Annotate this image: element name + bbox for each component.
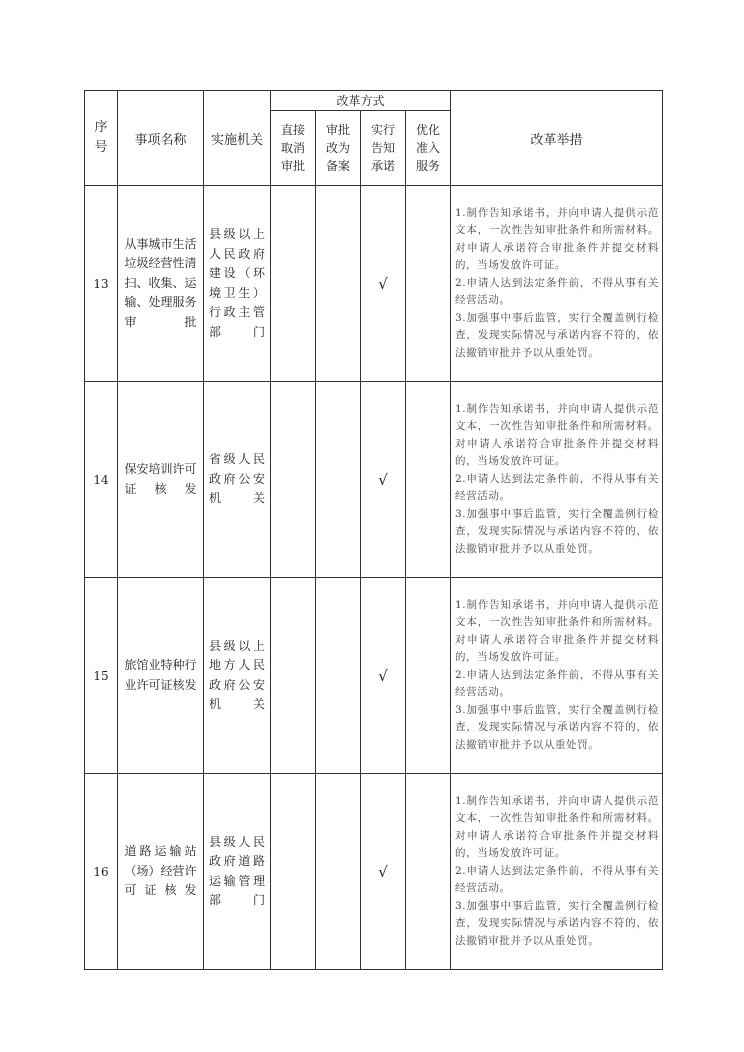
row-number: 16 (85, 774, 118, 970)
row-number: 15 (85, 578, 118, 774)
table-row (85, 186, 663, 382)
reform-table (84, 90, 663, 970)
item-name-text: 从事城市生活垃圾经营性清扫、收集、运输、处理服务审批 (124, 236, 197, 329)
header-no (85, 91, 118, 186)
mark-promise: √ (361, 578, 406, 774)
measure-3: 3.加强事中事后监管，实行全覆盖例行检查，发现实际情况与承诺内容不符的，依法撤销审批并予以从重处罚。 (455, 899, 660, 947)
measure-2: 2.申请人达到法定条件前，不得从事有关经营活动。 (455, 276, 660, 307)
measure-3: 3.加强事中事后监管，实行全覆盖例行检查，发现实际情况与承诺内容不符的，依法撤销审批并予以从重处罚。 (455, 311, 660, 359)
item-measures (451, 382, 663, 578)
header-name: 事项名称 (118, 91, 204, 186)
measure-1: 1.制作告知承诺书，并向申请人提供示范文本，一次性告知审批条件和所需材料。对申请人承诺符合审批条件并提交材料的，当场发放许可证。 (455, 206, 660, 272)
measure-1: 1.制作告知承诺书，并向申请人提供示范文本，一次性告知审批条件和所需材料。对申请人承诺符合审批条件并提交材料的，当场发放许可证。 (455, 598, 660, 664)
mark-record (316, 186, 361, 382)
mark-record (316, 578, 361, 774)
item-agency-text: 县级以上地方人民政府公安机关 (209, 638, 265, 711)
header-agency: 实施机关 (204, 91, 271, 186)
table-row (85, 578, 663, 774)
item-measures (451, 578, 663, 774)
table-row (85, 774, 663, 970)
item-agency-text: 县级人民政府道路运输管理部门 (209, 834, 265, 907)
item-name-text: 道路运输站（场）经营许可证核发 (124, 844, 197, 898)
item-agency (204, 578, 271, 774)
header-method-optimize-label: 优化准入服务 (415, 123, 440, 173)
mark-cancel (271, 382, 316, 578)
mark-optimize (406, 382, 451, 578)
item-agency (204, 774, 271, 970)
header-method-record-label: 审批改为备案 (325, 123, 350, 173)
item-name-text: 保安培训许可证核发 (124, 462, 197, 496)
header-method-promise-label: 实行告知承诺 (370, 123, 395, 173)
measure-2: 2.申请人达到法定条件前，不得从事有关经营活动。 (455, 864, 660, 895)
header-method-cancel (271, 111, 316, 186)
header-method-optimize (406, 111, 451, 186)
table-row (85, 382, 663, 578)
mark-optimize (406, 578, 451, 774)
mark-cancel (271, 774, 316, 970)
row-number: 13 (85, 186, 118, 382)
item-agency (204, 382, 271, 578)
header-method-record (316, 111, 361, 186)
item-name (118, 382, 204, 578)
mark-promise: √ (361, 382, 406, 578)
mark-cancel (271, 578, 316, 774)
mark-optimize (406, 186, 451, 382)
item-agency (204, 186, 271, 382)
measure-2: 2.申请人达到法定条件前，不得从事有关经营活动。 (455, 668, 660, 699)
item-name (118, 774, 204, 970)
item-name-text: 旅馆业特种行业许可证核发 (124, 658, 197, 692)
header-no-label: 序号 (94, 120, 108, 155)
row-number: 14 (85, 382, 118, 578)
header-measures: 改革举措 (451, 91, 663, 186)
mark-promise: √ (361, 774, 406, 970)
measure-2: 2.申请人达到法定条件前，不得从事有关经营活动。 (455, 472, 660, 503)
item-measures (451, 774, 663, 970)
item-agency-text: 省级人民政府公安机关 (209, 452, 265, 506)
item-measures (451, 186, 663, 382)
mark-record (316, 382, 361, 578)
mark-cancel (271, 186, 316, 382)
header-method-promise (361, 111, 406, 186)
mark-promise: √ (361, 186, 406, 382)
mark-record (316, 774, 361, 970)
measure-3: 3.加强事中事后监管，实行全覆盖例行检查，发现实际情况与承诺内容不符的，依法撤销审批并予以从重处罚。 (455, 703, 660, 751)
item-name (118, 186, 204, 382)
measure-1: 1.制作告知承诺书，并向申请人提供示范文本，一次性告知审批条件和所需材料。对申请人承诺符合审批条件并提交材料的，当场发放许可证。 (455, 402, 660, 468)
header-methods-group: 改革方式 (271, 91, 451, 111)
measure-3: 3.加强事中事后监管，实行全覆盖例行检查，发现实际情况与承诺内容不符的，依法撤销审批并予以从重处罚。 (455, 507, 660, 555)
measure-1: 1.制作告知承诺书，并向申请人提供示范文本，一次性告知审批条件和所需材料。对申请人承诺符合审批条件并提交材料的，当场发放许可证。 (455, 794, 660, 860)
item-name (118, 578, 204, 774)
mark-optimize (406, 774, 451, 970)
header-method-cancel-label: 直接取消审批 (280, 123, 305, 173)
item-agency-text: 县级以上人民政府建设（环境卫生）行政主管部门 (209, 227, 265, 339)
